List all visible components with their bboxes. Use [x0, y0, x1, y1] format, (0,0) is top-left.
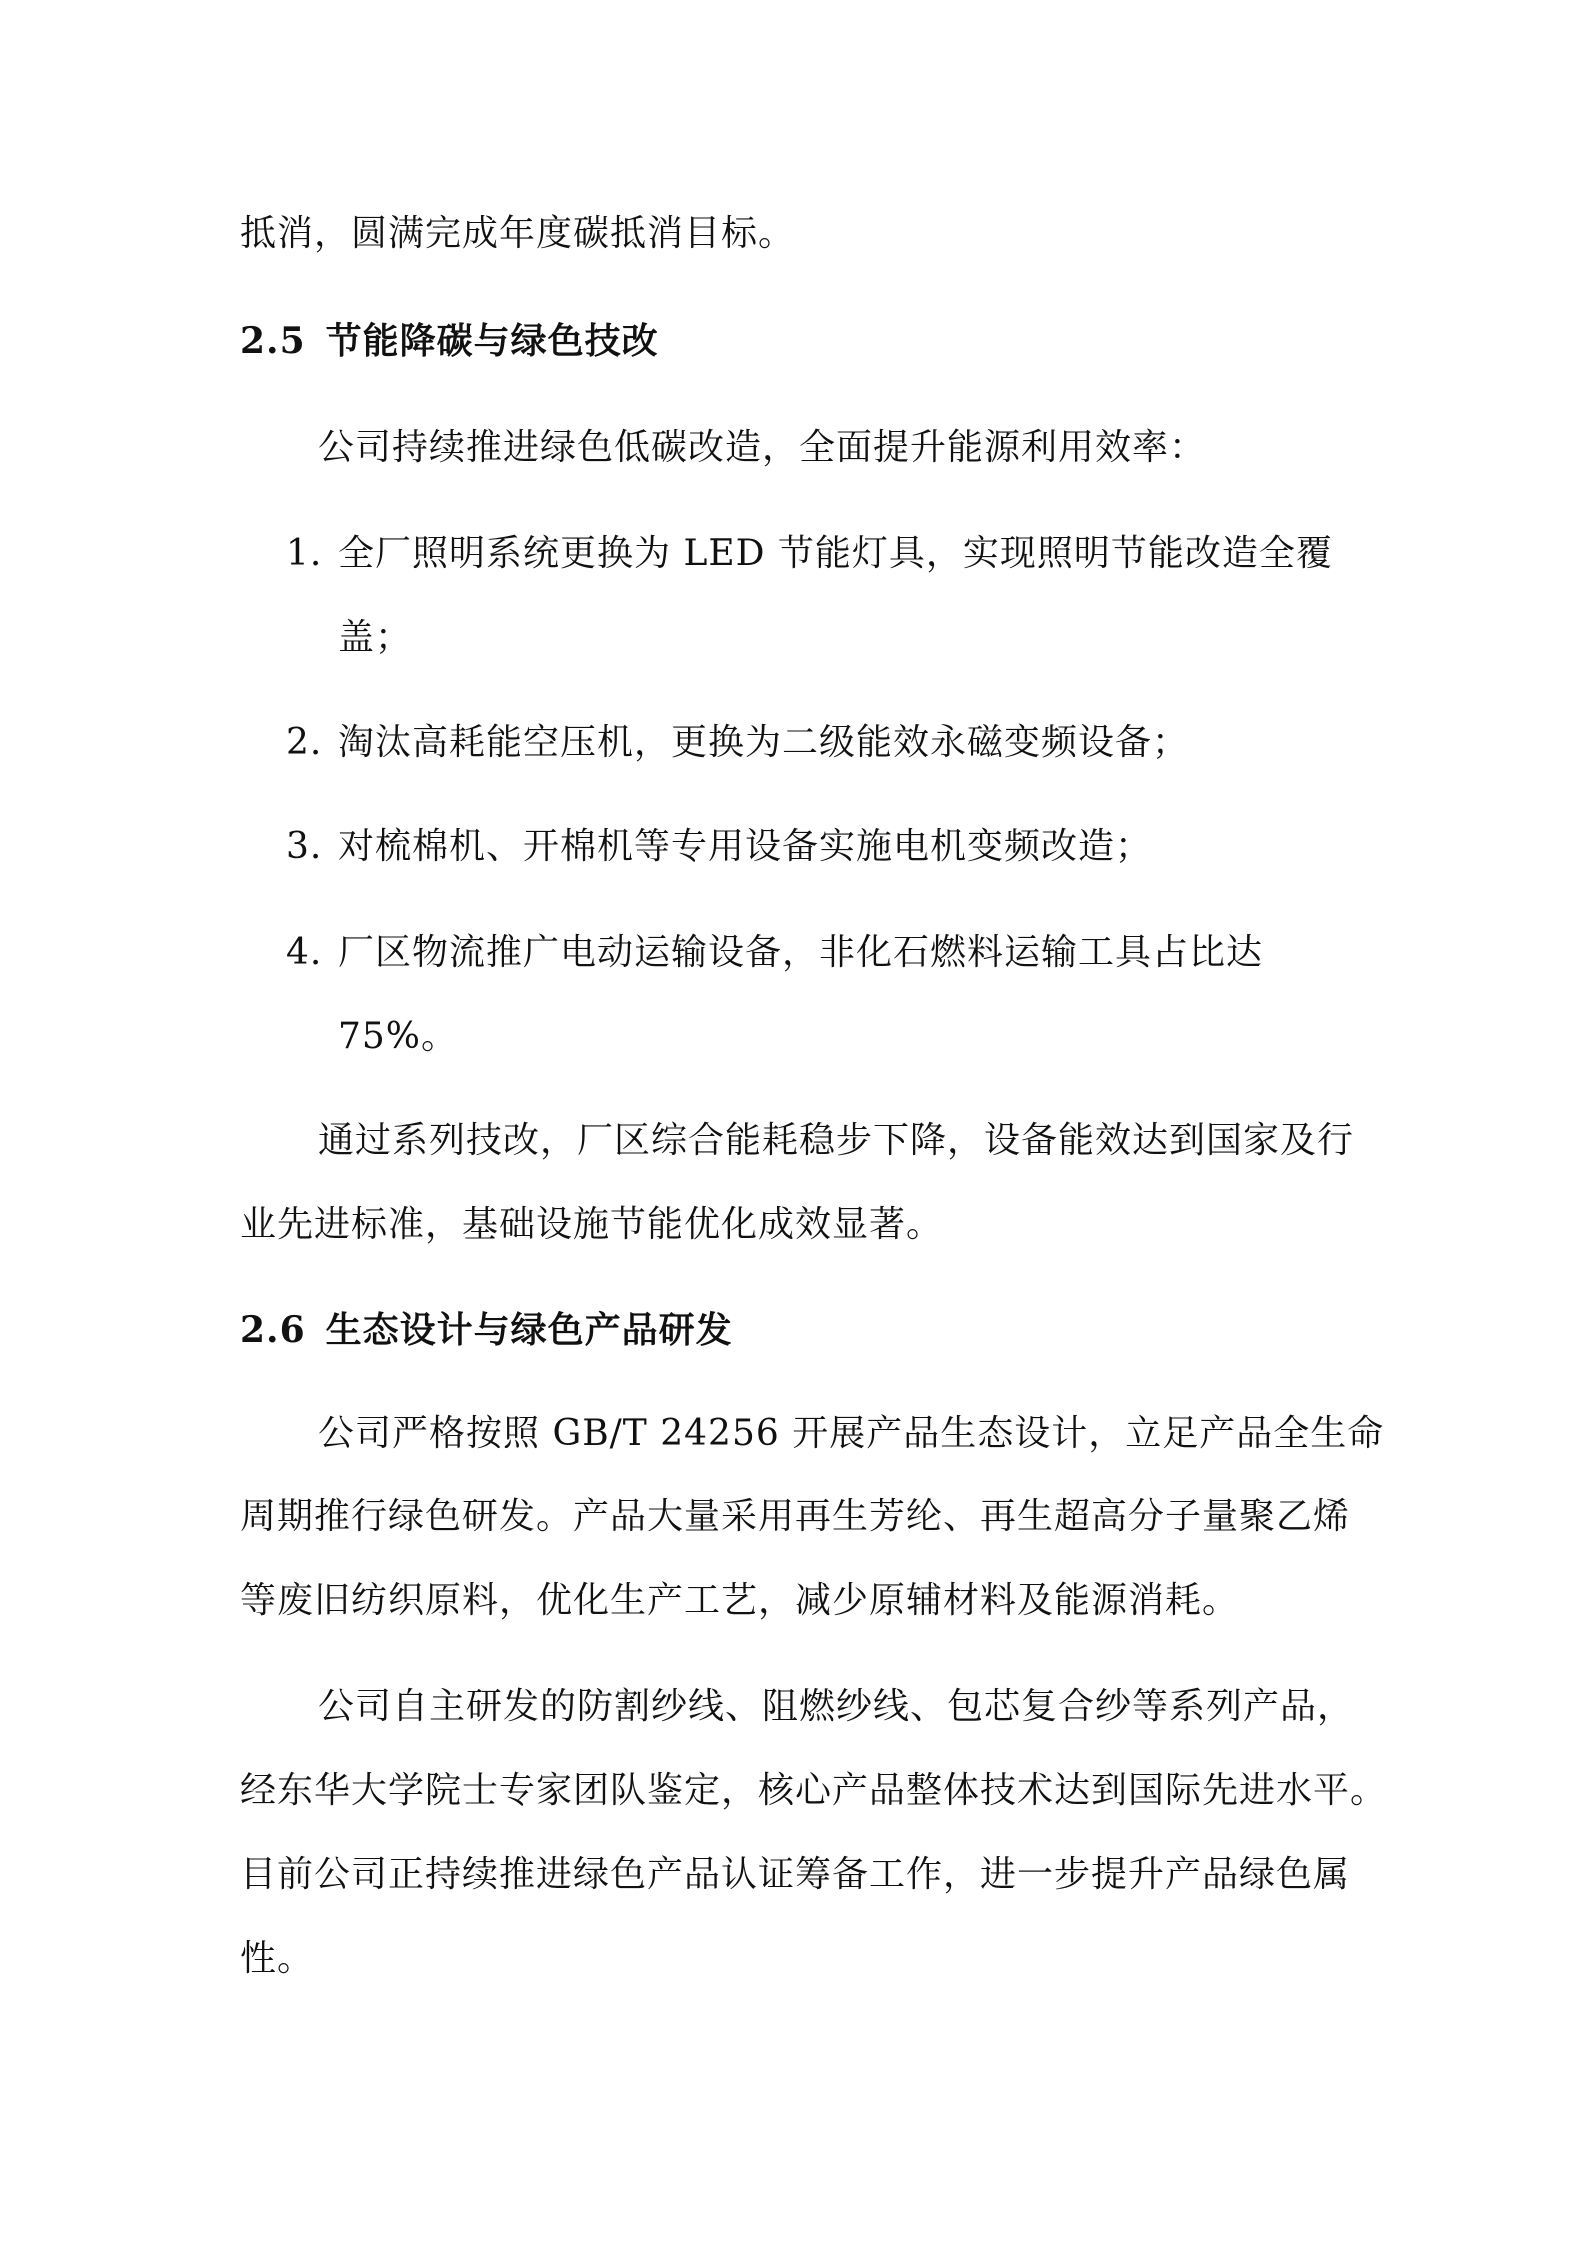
list-marker: 1. [286, 533, 323, 574]
list-item-text: 厂区物流推广电动运输设备，非化石燃料运输工具占比达 [338, 932, 1264, 973]
paragraph-line: 公司自主研发的防割纱线、阻燃纱线、包芯复合纱等系列产品， [318, 1686, 1355, 1727]
paragraph-line: 抵消，圆满完成年度碳抵消目标。 [240, 213, 796, 254]
paragraph-line: 公司严格按照 GB/T 24256 开展产品生态设计，立足产品全生命 [318, 1413, 1385, 1454]
list-marker: 3. [286, 826, 323, 867]
section-number: 2.6 [240, 1309, 306, 1351]
list-item-2 [286, 720, 1189, 766]
list-item-continuation: 75%。 [338, 1016, 459, 1057]
paragraph-line: 周期推行绿色研发。产品大量采用再生芳纶、再生超高分子量聚乙烯 [240, 1496, 1351, 1537]
paragraph-line: 业先进标准，基础设施节能优化成效显著。 [240, 1204, 944, 1245]
list-item-text: 全厂照明系统更换为 LED 节能灯具，实现照明节能改造全覆 [338, 533, 1333, 574]
section-heading-2-5 [240, 318, 659, 364]
list-marker: 4. [286, 932, 323, 973]
section-number: 2.5 [240, 320, 306, 362]
paragraph-line: 通过系列技改，厂区综合能耗稳步下降，设备能效达到国家及行 [318, 1120, 1355, 1161]
section-title: 生态设计与绿色产品研发 [325, 1309, 733, 1351]
section-title: 节能降碳与绿色技改 [325, 320, 659, 362]
list-item-continuation: 盖； [338, 617, 413, 658]
list-item-1 [286, 531, 1333, 577]
paragraph-line: 公司持续推进绿色低碳改造，全面提升能源利用效率： [318, 427, 1207, 468]
list-item-3 [286, 824, 1152, 870]
list-marker: 2. [286, 722, 323, 763]
paragraph-line: 等废旧纺织原料，优化生产工艺，减少原辅材料及能源消耗。 [240, 1580, 1240, 1621]
paragraph-line: 性。 [240, 1938, 315, 1979]
paragraph-line: 经东华大学院士专家团队鉴定，核心产品整体技术达到国际先进水平。 [240, 1770, 1388, 1811]
paragraph-line: 目前公司正持续推进绿色产品认证筹备工作，进一步提升产品绿色属 [240, 1854, 1351, 1895]
list-item-4 [286, 930, 1263, 976]
list-item-text: 淘汰高耗能空压机，更换为二级能效永磁变频设备； [338, 722, 1190, 763]
list-item-text: 对梳棉机、开棉机等专用设备实施电机变频改造； [338, 826, 1153, 867]
section-heading-2-6 [240, 1307, 733, 1353]
